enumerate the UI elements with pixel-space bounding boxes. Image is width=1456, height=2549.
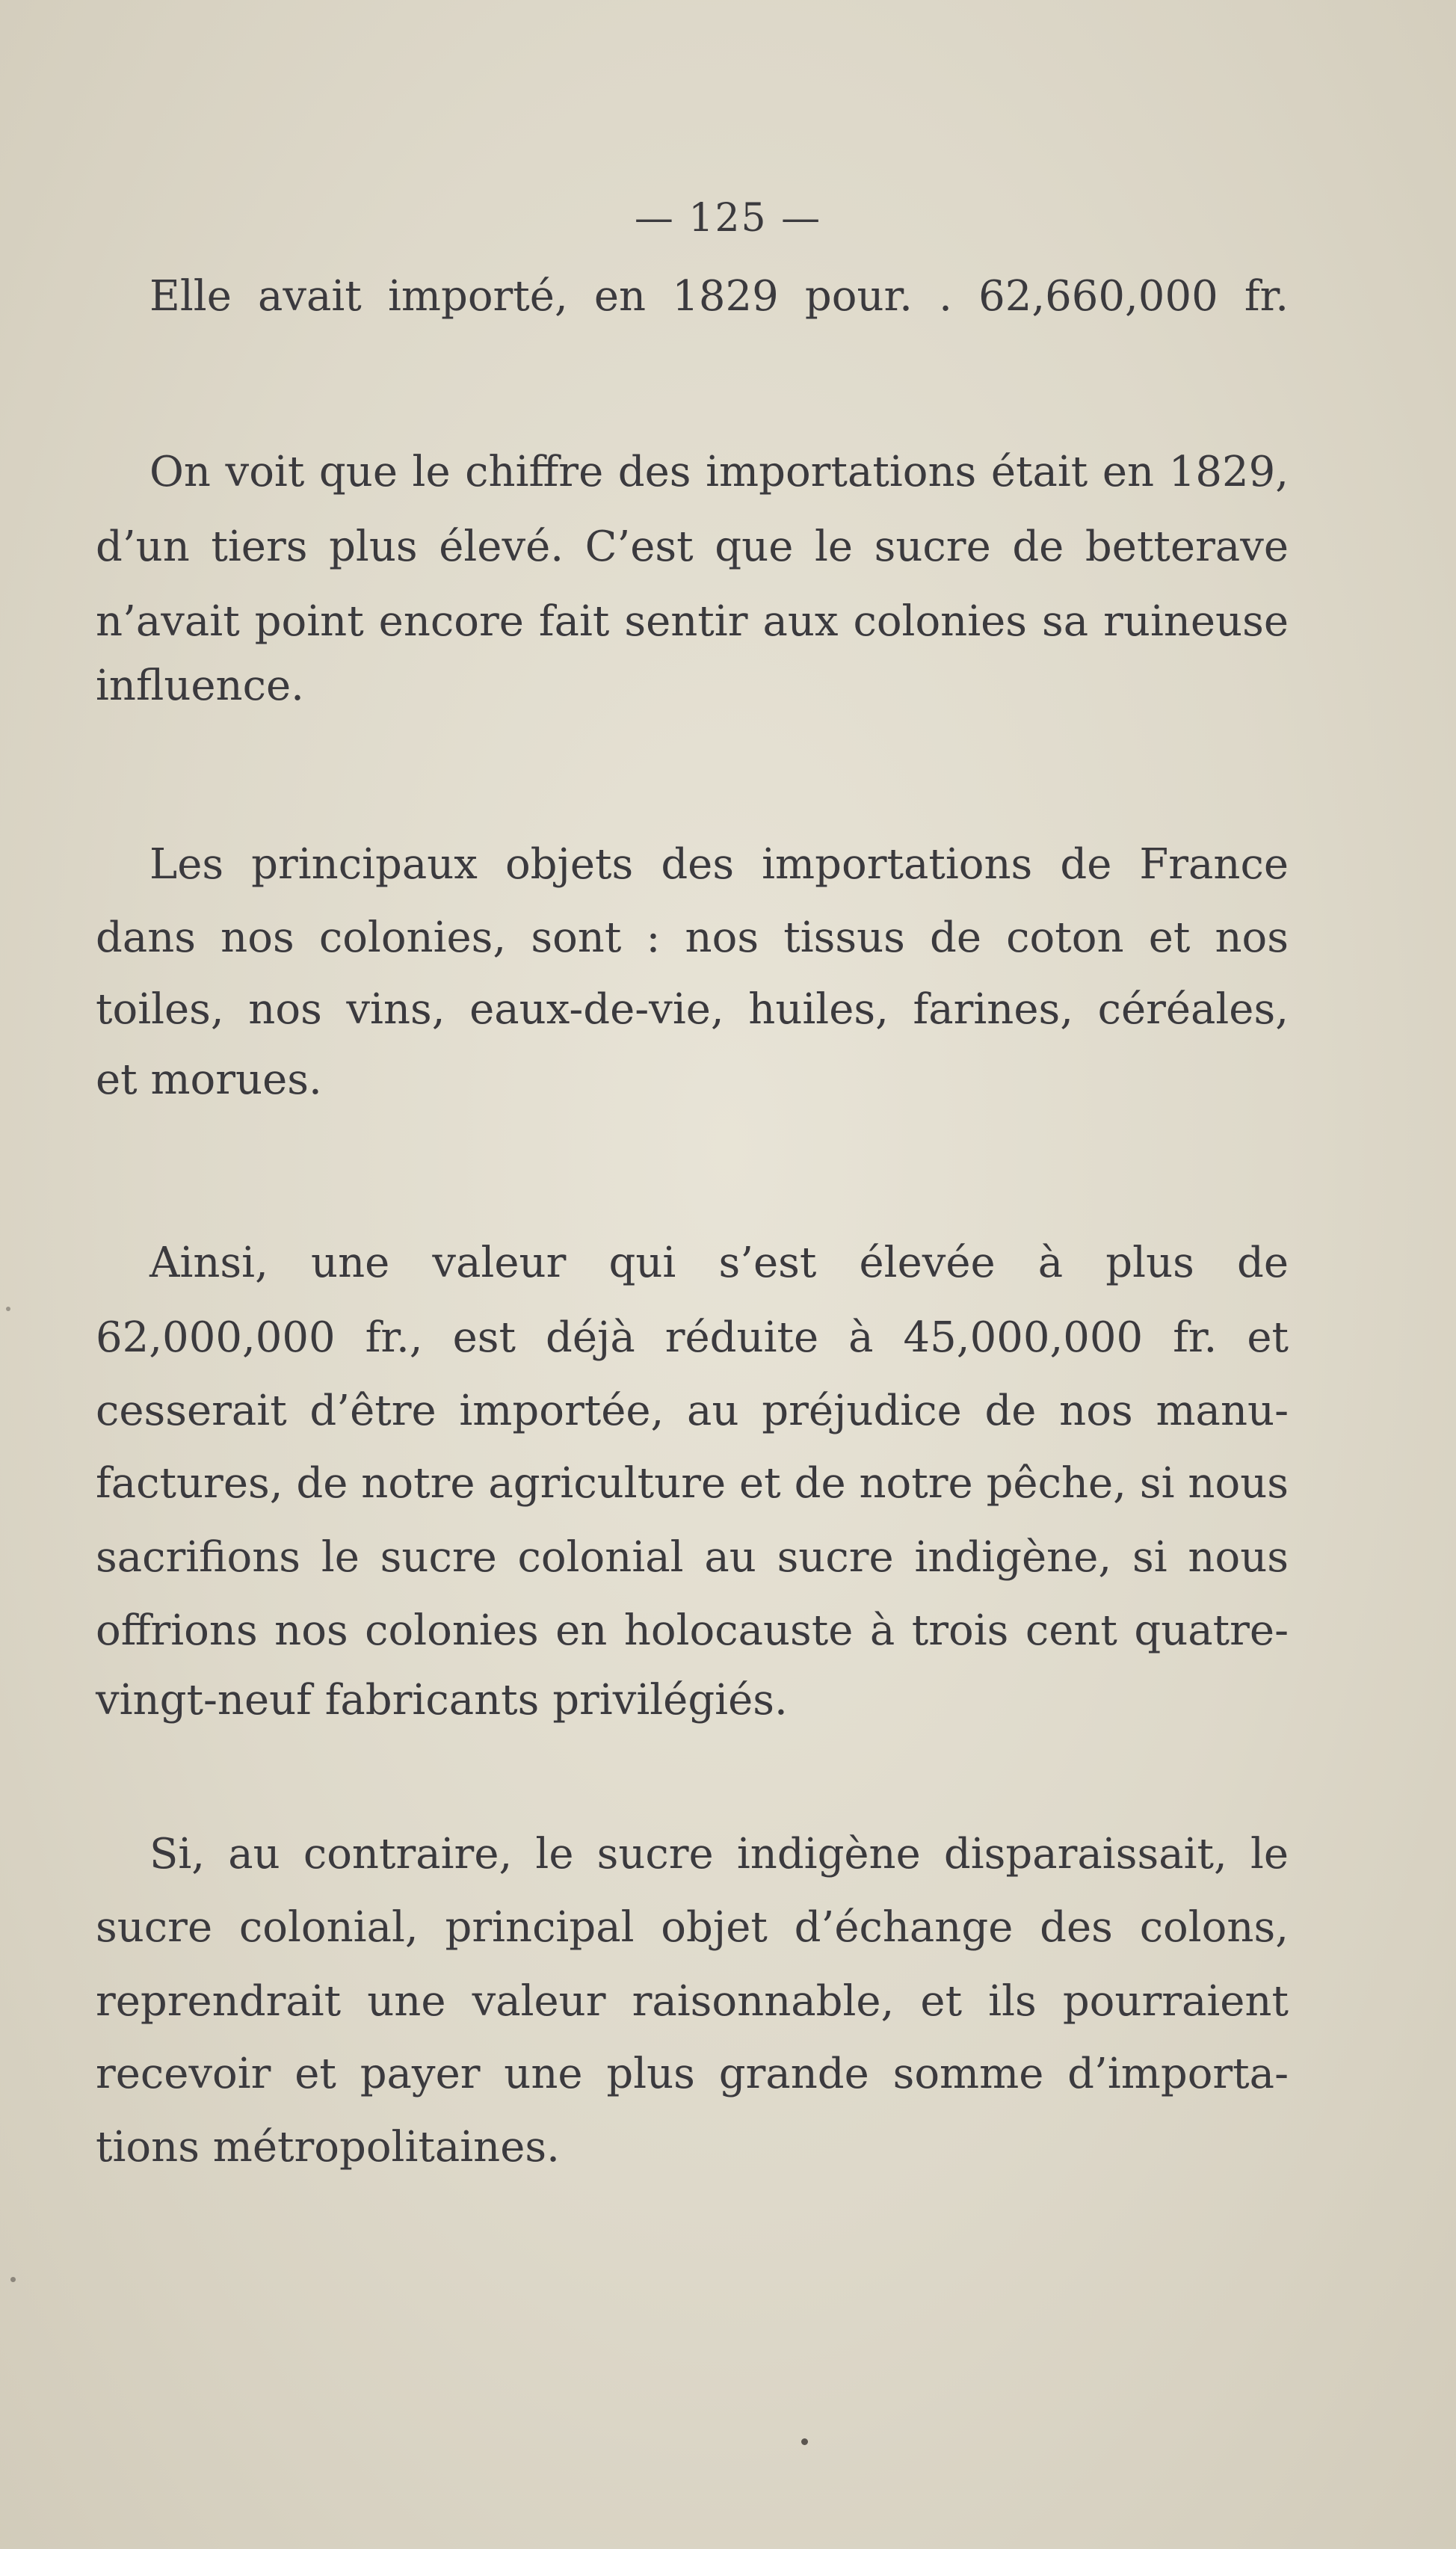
text-line: On voit que le chiffre des importations était en 1829,: [149, 448, 1289, 496]
text-line: Elle avait importé, en 1829 pour. . 62,660,000 fr.: [149, 272, 1289, 321]
text-line: et morues.: [96, 1055, 322, 1104]
text-line: reprendrait une valeur raisonnable, et ils pourraient: [96, 1977, 1289, 2026]
paper-speck: [6, 1307, 10, 1311]
text-line: recevoir et payer une plus grande somme d’importa-: [96, 2050, 1289, 2098]
text-line: sacrifions le sucre colonial au sucre indigène, si nous: [96, 1533, 1289, 1582]
paper-speck: [10, 2277, 16, 2282]
page-number: — 125 —: [634, 196, 822, 241]
text-line: dans nos colonies, sont : nos tissus de coton et nos: [96, 913, 1289, 962]
paper-speck: [801, 2438, 808, 2445]
text-line: d’un tiers plus élevé. C’est que le sucre de betterave: [96, 523, 1289, 571]
text-line: vingt-neuf fabricants privilégiés.: [96, 1676, 788, 1724]
text-line: offrions nos colonies en holocauste à trois cent quatre-: [96, 1606, 1289, 1655]
text-line: factures, de notre agriculture et de notre pêche, si nous: [96, 1459, 1289, 1508]
text-line: Si, au contraire, le sucre indigène disparaissait, le: [149, 1830, 1289, 1878]
text-line: sucre colonial, principal objet d’échange des colons,: [96, 1903, 1289, 1952]
text-line: Les principaux objets des importations de France: [149, 840, 1289, 889]
text-line: 62,000,000 fr., est déjà réduite à 45,000,000 fr. et: [96, 1313, 1289, 1362]
text-line: toiles, nos vins, eaux-de-vie, huiles, farines, céréales,: [96, 985, 1289, 1034]
text-line: cesserait d’être importée, au préjudice de nos manu-: [96, 1387, 1289, 1435]
text-line: n’avait point encore fait sentir aux colonies sa ruineuse: [96, 597, 1289, 646]
text-line: Ainsi, une valeur qui s’est élevée à plus de: [149, 1239, 1289, 1287]
text-line: tions métropolitaines.: [96, 2123, 560, 2172]
text-line: influence.: [96, 662, 304, 710]
